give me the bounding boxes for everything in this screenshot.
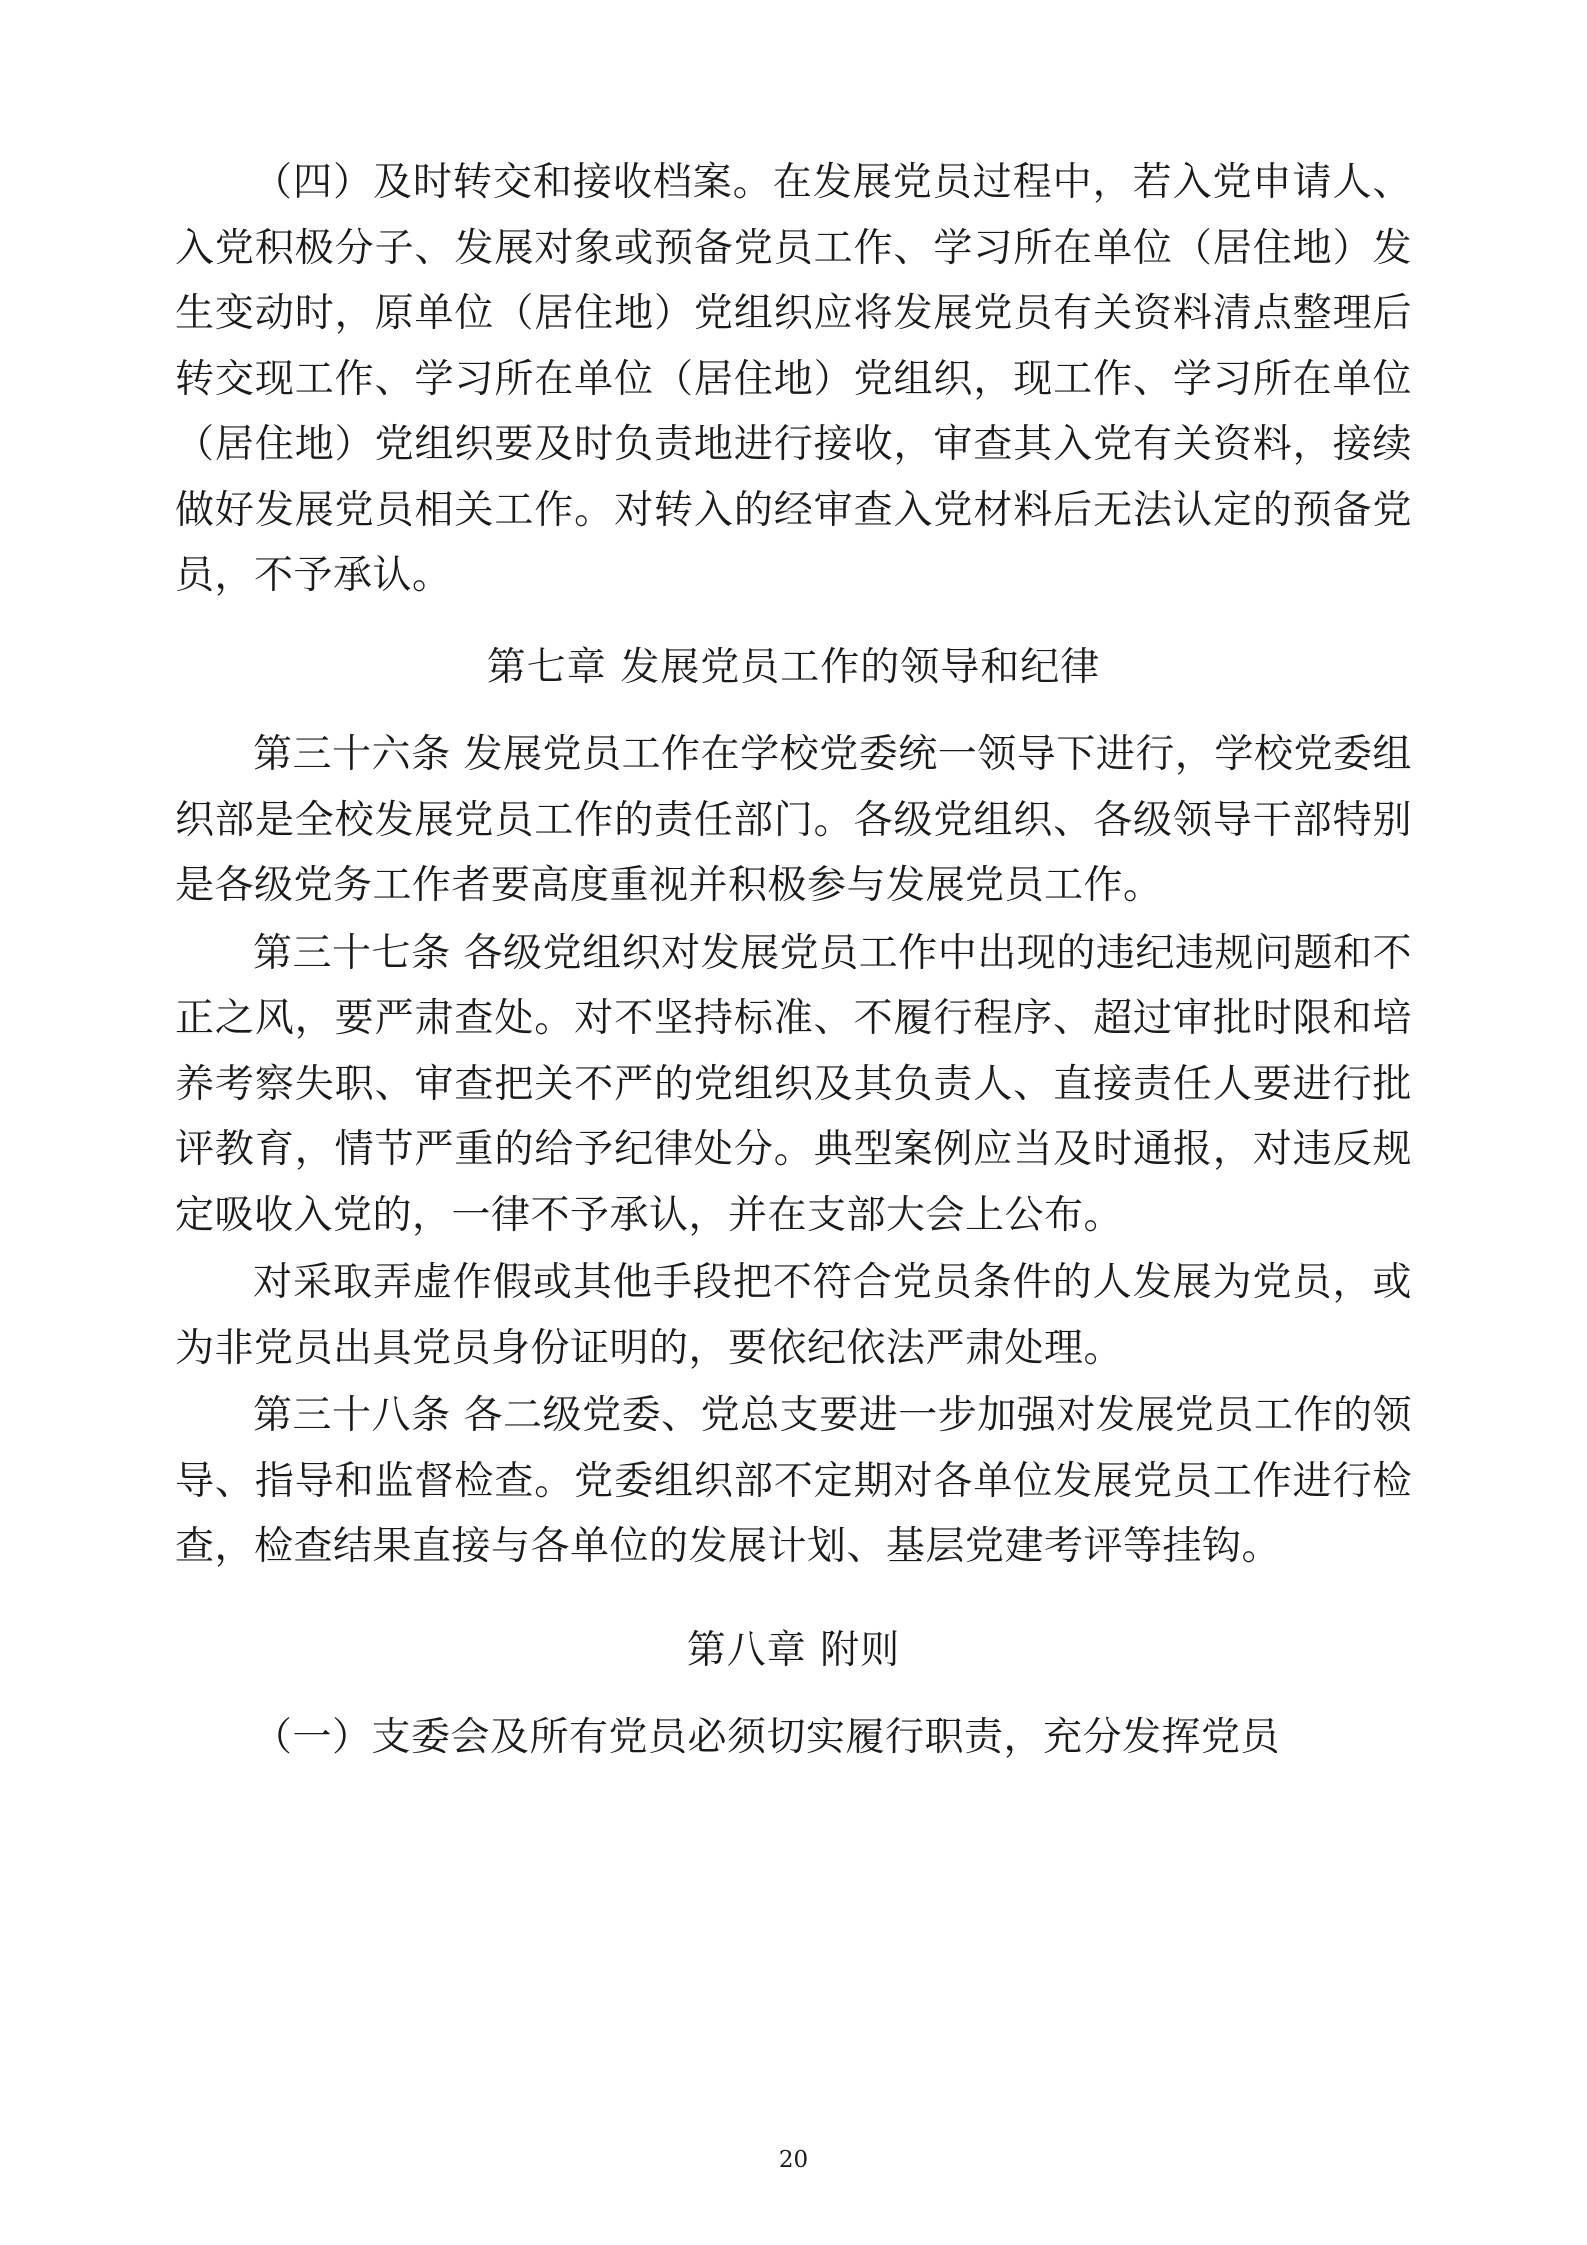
paragraph-archive-transfer: （四）及时转交和接收档案。在发展党员过程中，若入党申请人、入党积极分子、发展对象或预备党员工作、学习所在单位（居住地）发生变动时，原单位（居住地）党组织应将发展党员有关资料清点整理后转交现工作、学习所在单位（居住地）党组织，现工作、学习所在单位（居住地）党组织要及时负责地进行接收，审查其入党有关资料，接续做好发展党员相关工作。对转入的经审查入党材料后无法认定的预备党员，不予承认。: [175, 160, 1412, 599]
chapter-heading-eight: 第八章 附则: [686, 1627, 901, 1673]
paragraph-appendix-item-1: （一）支委会及所有党员必须切实履行职责，充分发挥党员: [253, 1715, 1281, 1761]
paragraph-article-38: 第三十八条 各二级党委、党总支要进一步加强对发展党员工作的领导、指导和监督检查。党委组织部不定期对各单位发展党员工作进行检查，检查结果直接与各单位的发展计划、基层党建考评等挂钩。: [175, 1393, 1412, 1570]
paragraph-article-36: 第三十六条 发展党员工作在学校党委统一领导下进行，学校党委组织部是全校发展党员工作的责任部门。各级党组织、各级领导干部特别是各级党务工作者要高度重视并积极参与发展党员工作。: [175, 732, 1412, 909]
page-number: 20: [778, 2147, 809, 2173]
paragraph-article-37: 第三十七条 各级党组织对发展党员工作中出现的违纪违规问题和不正之风，要严肃查处。对不坚持标准、不履行程序、超过审批时限和培养考察失职、审查把关不严的党组织及其负责人、直接责任人要进行批评教育，情节严重的给予纪律处分。典型案例应当及时通报，对违反规定吸收入党的，一律不予承认，并在支部大会上公布。: [175, 930, 1412, 1238]
chapter-heading-seven: 第七章 发展党员工作的领导和纪律: [486, 644, 1101, 690]
document-body: [175, 150, 1412, 1771]
paragraph-article-37-continued: 对采取弄虚作假或其他手段把不符合党员条件的人发展为党员，或为非党员出具党员身份证明的，要依纪依法严肃处理。: [175, 1260, 1412, 1371]
